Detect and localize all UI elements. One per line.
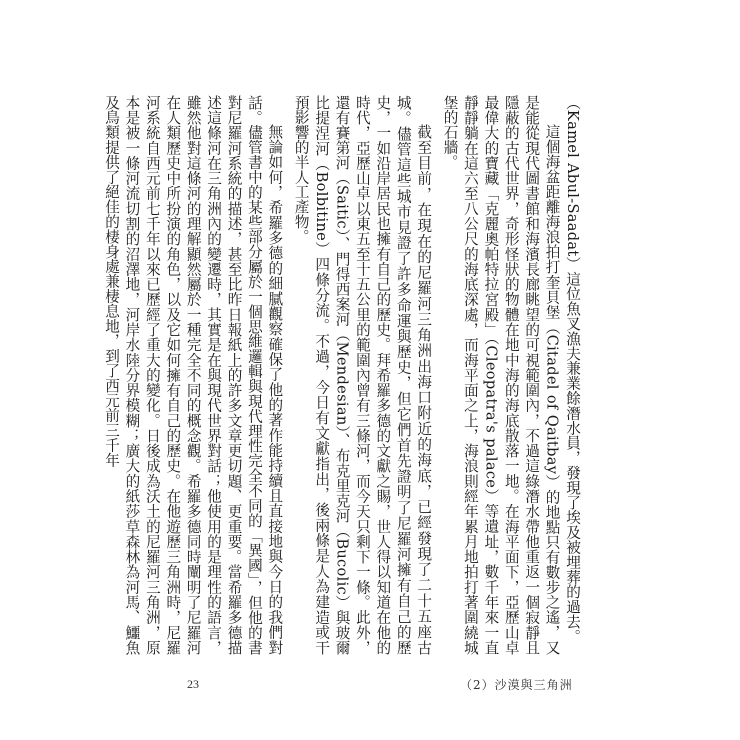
paragraph-4: 無論如何，希羅多德的細膩觀察確保了他的著作能持續且直接地與今日的我們對話。儘管書中的某些部分屬於一個思維邏輯與現代理性完全不同的「異國」，但他的書對尼羅河系統的描述，甚至比昨日報紙上的許多文章更切題、更重要。當希羅多德描述這條河在三角洲內的變遷時，其實是在與現代世界對話；他使用的是理性的語言，雖然他對這條河的理解顯然屬於一種完全不同的概念觀。希羅多德同時闡明了尼羅河在人類歷史中所扮演的角色，以及它如何擁有自己的歷史。在他遊歷三角洲時，尼羅河系統自西元前七千年以來已歷經了重大的變化。日後成為沃土的尼羅河三角洲，原本是被一條河流切割的沼澤地，河岸水陸分界模糊；廣大的紙莎草森林為河馬、鱷魚及鳥類提供了絕佳的棲身處兼棲息地，到了西元前三千年 <box>103 95 284 655</box>
page-number: 23 <box>187 677 199 691</box>
vertical-text-body <box>101 95 582 655</box>
paragraph-1: （Kamel Abul-Saadat）這位魚叉漁夫兼業餘潛水員，發現了埃及被埋葬的過去。 <box>564 95 581 644</box>
running-head: （2）沙漠與三角洲 <box>460 678 573 692</box>
paragraph-2: 這個海盆距離海浪拍打奎貝堡（Citadel of Qaitbay）的地點只有數步之遙，又是能從現代圖書館和海濱長廊眺望的可視範圍內，不過這綠潛水帶他重返一個寂靜且隱蔽的古代世界，奇形怪狀的物體在地中海的海底散落一地。在海平面下，亞歷山卓最偉大的寶藏「克麗奧帕特拉宮殿」（Cleopatra's palace）等遺址，數千年來一直靜靜躺在這六至八公尺的海底深處，而海平面之上，海浪則經年累月地拍打著圍繞城堡的石牆。 <box>441 95 561 655</box>
paragraph-3: 截至目前，在現在的尼羅河三角洲出海口附近的海底，已經發現了二十五座古城。儘管這些城市見證了許多命運與歷史，但它們首先證明了尼羅河擁有自己的歷史，一如沿岸居民也擁有自己的歷史。拜希羅多德的文獻之賜，世人得以知道在他的時代，亞歷山卓以東五至十五公里的範圍內曾有三條河，而今天只剩下一條。此外，還有賽第河（Saitic）、門得西案河（Mendesian）、布克里克河（Bucolic）與玻爾比提涅河（Bolbitine）四條分流。不過，今日有文獻指出，後兩條是人為建造或干預影響的半人工產物。 <box>292 95 433 655</box>
